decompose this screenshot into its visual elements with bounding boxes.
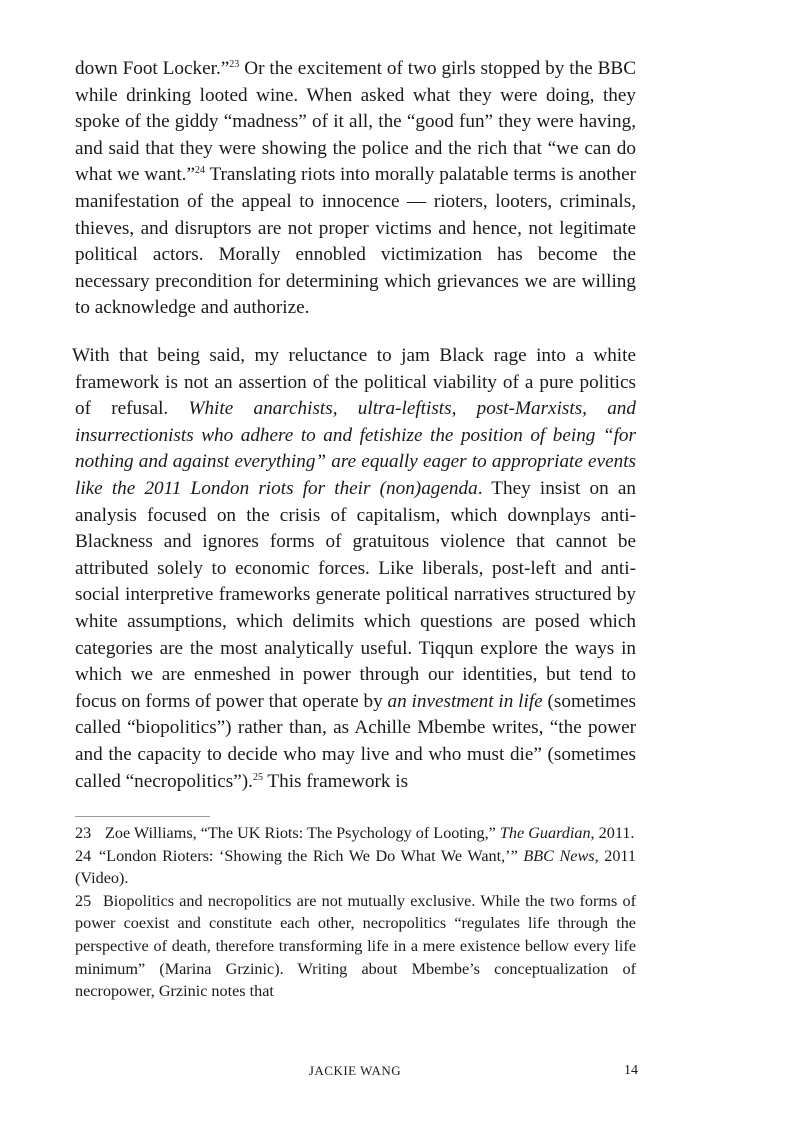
footnote-text: “London Rioters: ‘Showing the Rich We Do What We Want,’” bbox=[99, 846, 524, 865]
page-number: 14 bbox=[624, 1063, 638, 1078]
paragraph-text: Or the excitement of two girls stopped by the BBC while drinking looted wine. When asked what they were doing, they spoke of the giddy “madness” of it all, the “good fun” they were having, and said that they were showing the police and the rich that “we can do what we want.” bbox=[75, 58, 636, 186]
footnote-source-title: BBC News bbox=[523, 846, 595, 865]
footnote-source-title: The Guardian bbox=[499, 824, 591, 842]
paragraph-text: (sometimes called “biopolitics”) rather than, as Achille Mbembe writes, “the power and the capacity to decide who may live and who must die” (sometimes called “necropolitics”). bbox=[75, 690, 636, 792]
paragraph-text: . They insist on an analysis focused on the crisis of capitalism, which downplays anti-Blackness and ignores forms of gratuitous violence that cannot be attributed solely to economic forces. Like liberals, post-left and anti-social interpretive frameworks generate political narratives structured by white assumptions, which delimits which questions are posed which categories are the most analytically useful. Tiqqun explore the ways in which we are enmeshed in power through our identities, but tend to focus on forms of power that operate by bbox=[75, 477, 636, 712]
footnote-ref-25[interactable]: 25 bbox=[252, 771, 263, 783]
footnote-ref-24[interactable]: 24 bbox=[194, 165, 205, 177]
footnote-text: , 2011 (Video). bbox=[75, 846, 637, 888]
emphasis-text: White anarchists, ultra-leftists, post-Marxists, and insurrectionists who adhere to and fetishize the position of being “for nothing and against everything” are equally eager to appropriate events like the 2011 London riots for their (non)agenda bbox=[75, 398, 636, 499]
paragraph-text: down Foot Locker.” bbox=[75, 58, 230, 79]
paragraph-text: With that being said, my reluctance to jam Black rage into a white framework is not an assertion of the political viability of a pure politics of refusal. bbox=[72, 345, 636, 420]
footnotes-section bbox=[75, 822, 636, 1003]
body-paragraph-2 bbox=[72, 343, 636, 795]
body-paragraph-1 bbox=[75, 56, 636, 322]
emphasis-text: an investment in life bbox=[387, 690, 543, 712]
footnote-text: Zoe Williams, “The UK Riots: The Psychology of Looting,” bbox=[105, 824, 500, 842]
footnote-number: 24 bbox=[75, 846, 92, 865]
footnote-24 bbox=[75, 845, 636, 890]
footnote-text: Biopolitics and necropolitics are not mutually exclusive. While the two forms of power coexist and constitute each other, necropolitics “regulates life through the perspective of death, therefore transforming life in a mere existence bellow every life minimum” (Marina Grzinic). Writing about Mbembe’s conceptualization of necropower, Grzinic notes that bbox=[75, 891, 636, 1001]
footnote-23 bbox=[75, 822, 636, 845]
paragraph-text: Translating riots into morally palatable terms is another manifestation of the appeal to innocence — rioters, looters, criminals, thieves, and disruptors are not proper victims and hence, not legitimate political actors. Morally ennobled victimization has become the necessary precondition for determining which grievances we are willing to acknowledge and authorize. bbox=[75, 164, 636, 319]
footnote-number: 25 bbox=[75, 891, 92, 910]
paragraph-text: This framework is bbox=[262, 770, 409, 792]
footnote-number: 23 bbox=[75, 824, 92, 842]
running-author: JACKIE WANG bbox=[308, 1063, 402, 1078]
footnote-ref-23[interactable]: 23 bbox=[229, 59, 240, 70]
footnote-text: , 2011. bbox=[590, 824, 635, 842]
footnote-25 bbox=[75, 890, 636, 1003]
footnote-divider bbox=[75, 816, 210, 817]
